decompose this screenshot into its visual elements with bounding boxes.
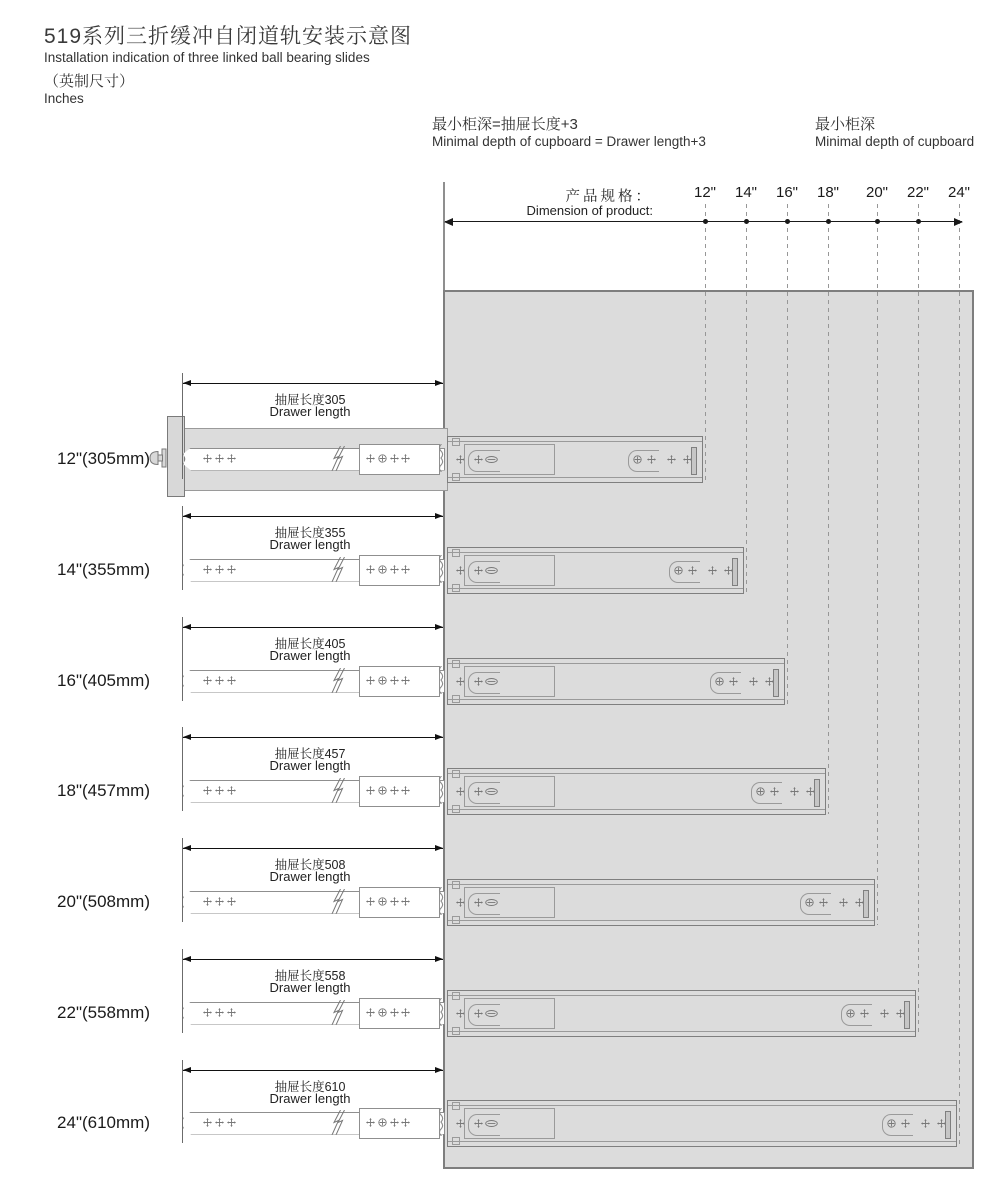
rivet-group (203, 454, 236, 463)
rail-end-cap (863, 890, 869, 918)
mounting-tab-icon (452, 584, 460, 592)
ruler-tick-label: 14" (734, 184, 757, 201)
rivet-cross-icon (688, 566, 697, 575)
drawer-length-label-en: Drawer length (269, 1091, 351, 1106)
cupboard-front-edge-line (443, 182, 445, 290)
ruler-dot-icon (826, 219, 831, 224)
drawer-length-dimension-line (183, 383, 443, 384)
rivet-cross-icon (749, 677, 758, 686)
drawer-length-dimension-line (183, 516, 443, 517)
rivet-cross-icon (770, 787, 779, 796)
screw-slot-icon (485, 1010, 498, 1017)
drawer-length-label-en: Drawer length (269, 537, 351, 552)
rail-end-cap (814, 779, 820, 807)
size-drop-line (877, 204, 878, 925)
rivet-cross-icon (667, 455, 676, 464)
ruler-dot-icon (916, 219, 921, 224)
rivet-group (203, 786, 236, 795)
cabinet-rail (447, 658, 785, 705)
row-size-label: 22"(558mm) (57, 1003, 150, 1022)
product-spec-label-cn: 产品规格： (565, 189, 653, 205)
cabinet-rail (447, 1100, 957, 1147)
screw-slot-icon (485, 678, 498, 685)
ruler-dot-icon (785, 219, 790, 224)
rail-end-bracket-icon (436, 444, 445, 472)
rivet-cross-icon (708, 566, 717, 575)
ruler-dot-icon (744, 219, 749, 224)
screw-slot-icon (485, 899, 498, 906)
arrowhead-left-icon (444, 218, 453, 226)
drawer-length-dimension-line (183, 848, 443, 849)
mounting-tab-icon (452, 1102, 460, 1110)
break-symbol-icon (331, 446, 346, 471)
rivet-group (366, 676, 410, 685)
rivet-cross-icon (921, 1119, 930, 1128)
ruler-tick-label: 22" (906, 184, 929, 201)
mounting-tab-icon (452, 881, 460, 889)
drawer-length-dimension-line (183, 959, 443, 960)
slide-bracket (751, 782, 782, 804)
size-drop-line (828, 204, 829, 814)
drawer-length-label-en: Drawer length (269, 869, 351, 884)
row-size-label: 16"(405mm) (57, 671, 150, 690)
rivet-group (366, 565, 410, 574)
mounting-tab-icon (452, 438, 460, 446)
rivet-circle-icon (756, 787, 765, 796)
rivet-circle-icon (887, 1119, 896, 1128)
rivet-circle-icon (846, 1009, 855, 1018)
ruler-tick-label: 12" (693, 184, 716, 201)
drawer-length-dimension-line (183, 627, 443, 628)
break-symbol-icon (331, 1000, 346, 1025)
rail-end-cap (732, 558, 738, 586)
cabinet-rail (447, 547, 744, 594)
rail-end-bracket-icon (436, 555, 445, 583)
rivet-group (203, 1118, 236, 1127)
drawer-length-label-en: Drawer length (269, 648, 351, 663)
ruler-dot-icon (875, 219, 880, 224)
rivet-group (203, 1008, 236, 1017)
mounting-tab-icon (452, 770, 460, 778)
row-size-label: 14"(355mm) (57, 560, 150, 579)
drawer-length-label-cn: 抽屉长度355 (274, 526, 346, 540)
rivet-circle-icon (805, 898, 814, 907)
rivet-circle-icon (674, 566, 683, 575)
size-drop-line (746, 204, 747, 593)
row-size-label: 18"(457mm) (57, 781, 150, 800)
rivet-cross-icon (474, 677, 483, 686)
rivet-cross-icon (790, 787, 799, 796)
note-formula-en: Minimal depth of cupboard = Drawer length+3 (432, 134, 706, 149)
ruler-tick-label: 20" (865, 184, 888, 201)
rivet-cross-icon (880, 1009, 889, 1018)
drawer-length-dimension-line (183, 1070, 443, 1071)
rivet-group (366, 786, 410, 795)
drawer-length-label-cn: 抽屉长度405 (274, 637, 346, 651)
rivet-cross-icon (839, 898, 848, 907)
mounting-tab-icon (452, 1137, 460, 1145)
rivet-group (203, 897, 236, 906)
rail-end-cap (945, 1111, 951, 1139)
ruler-tick-label: 24" (947, 184, 970, 201)
ruler-tick-label: 16" (775, 184, 798, 201)
rivet-circle-icon (715, 677, 724, 686)
slide-bracket (669, 561, 700, 583)
size-drop-line (705, 204, 706, 482)
rail-end-bracket-icon (436, 666, 445, 694)
break-symbol-icon (331, 557, 346, 582)
ruler-tick-label: 18" (816, 184, 839, 201)
break-symbol-icon (331, 889, 346, 914)
size-drop-line (787, 204, 788, 704)
rivet-cross-icon (729, 677, 738, 686)
slide-bracket (628, 450, 659, 472)
rivet-group (366, 897, 410, 906)
rail-end-cap (904, 1001, 910, 1029)
mounting-tab-icon (452, 992, 460, 1000)
row-size-label: 20"(508mm) (57, 892, 150, 911)
rail-end-bracket-icon (436, 1108, 445, 1136)
rivet-cross-icon (474, 455, 483, 464)
break-symbol-icon (331, 1110, 346, 1135)
slide-bracket (710, 672, 741, 694)
mounting-tab-icon (452, 805, 460, 813)
row-size-label: 24"(610mm) (57, 1113, 150, 1132)
rivet-group (366, 1008, 410, 1017)
rivet-cross-icon (819, 898, 828, 907)
slide-bracket (800, 893, 831, 915)
rail-end-bracket-icon (436, 776, 445, 804)
drawer-length-label-en: Drawer length (269, 404, 351, 419)
screw-slot-icon (485, 567, 498, 574)
cabinet-rail (447, 768, 826, 815)
rivet-cross-icon (474, 1009, 483, 1018)
product-spec-label-en: Dimension of product: (526, 203, 653, 218)
screw-slot-icon (485, 456, 498, 463)
note-min-depth-cn: 最小柜深 (815, 116, 876, 133)
mounting-tab-icon (452, 660, 460, 668)
rivet-group (203, 676, 236, 685)
rivet-cross-icon (474, 566, 483, 575)
drawer-length-label-en: Drawer length (269, 758, 351, 773)
rivet-cross-icon (474, 1119, 483, 1128)
cabinet-rail (447, 990, 916, 1037)
drawer-length-label-cn: 抽屉长度457 (274, 747, 346, 761)
unit-note-cn: （英制尺寸） (44, 73, 135, 90)
mounting-tab-icon (452, 1027, 460, 1035)
break-symbol-icon (331, 778, 346, 803)
mounting-tab-icon (452, 473, 460, 481)
drawer-length-label-en: Drawer length (269, 980, 351, 995)
note-formula-cn: 最小柜深=抽屉长度+3 (432, 116, 578, 133)
arrowhead-right-icon (954, 218, 963, 226)
drawer-length-dimension-line (183, 737, 443, 738)
rivet-group (366, 454, 410, 463)
size-drop-line (918, 204, 919, 1036)
rail-end-cap (691, 447, 697, 475)
cabinet-rail (447, 436, 703, 483)
unit-note-en: Inches (44, 91, 84, 106)
mounting-tab-icon (452, 695, 460, 703)
drawer-length-label-cn: 抽屉长度305 (274, 393, 346, 407)
drawer-knob-icon (149, 448, 167, 468)
screw-slot-icon (485, 788, 498, 795)
rail-end-bracket-icon (436, 887, 445, 915)
rivet-group (366, 1118, 410, 1127)
rail-end-cap (773, 669, 779, 697)
cupboard-body (443, 290, 974, 1169)
rivet-cross-icon (474, 787, 483, 796)
mounting-tab-icon (452, 916, 460, 924)
rivet-circle-icon (633, 455, 642, 464)
rivet-group (203, 565, 236, 574)
mounting-tab-icon (452, 549, 460, 557)
dimension-extension-line (182, 373, 183, 479)
drawer-length-label-cn: 抽屉长度508 (274, 858, 346, 872)
rivet-cross-icon (474, 898, 483, 907)
rail-end-bracket-icon (436, 998, 445, 1026)
cabinet-rail (447, 879, 875, 926)
page-title-en: Installation indication of three linked ball bearing slides (44, 50, 370, 65)
break-symbol-icon (331, 668, 346, 693)
page-title-cn: 519系列三折缓冲自闭道轨安装示意图 (44, 25, 413, 48)
slide-bracket (882, 1114, 913, 1136)
size-drop-line (959, 204, 960, 1146)
ruler-dot-icon (703, 219, 708, 224)
screw-slot-icon (485, 1120, 498, 1127)
drawer-length-label-cn: 抽屉长度610 (274, 1080, 346, 1094)
rivet-cross-icon (647, 455, 656, 464)
slide-bracket (841, 1004, 872, 1026)
rivet-cross-icon (860, 1009, 869, 1018)
rivet-cross-icon (901, 1119, 910, 1128)
note-min-depth-en: Minimal depth of cupboard (815, 134, 975, 149)
drawer-length-label-cn: 抽屉长度558 (274, 969, 346, 983)
row-size-label: 12"(305mm) (57, 449, 150, 468)
